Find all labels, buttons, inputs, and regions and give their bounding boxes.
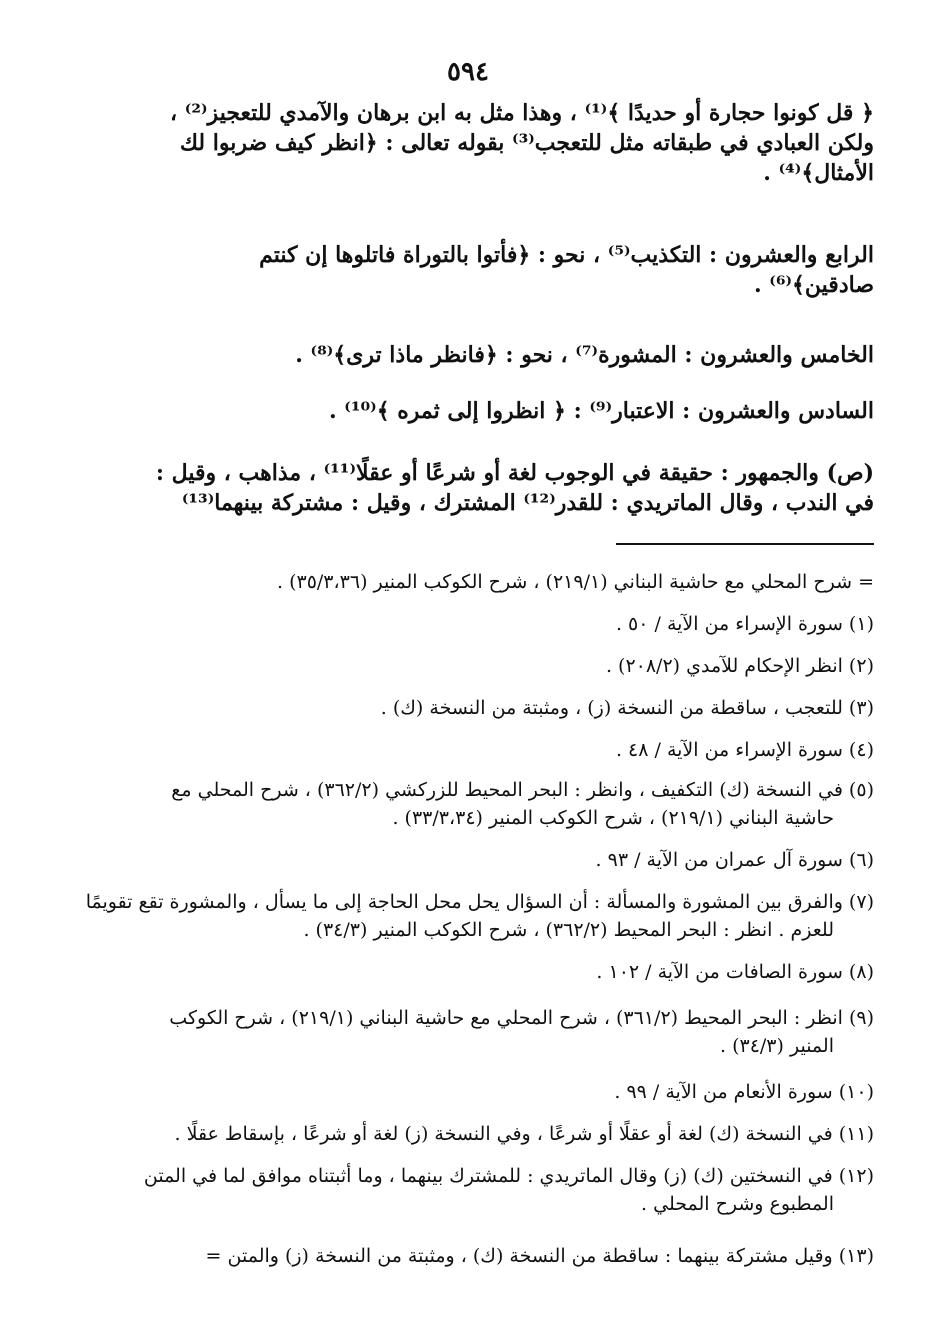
footnote bbox=[84, 568, 874, 596]
footnote-line: (٥) في النسخة (ك) التكفيف ، وانظر : البحر المحيط للزركشي (٣٦٢/٢) ، شرح المحلي مع bbox=[171, 779, 874, 801]
footnote-line: (١٣) وقيل مشتركة بينهما : ساقطة من النسخة (ك) ، ومثبتة من النسخة (ز) والمتن = bbox=[205, 1245, 874, 1267]
page-number: ٥٩٤ bbox=[447, 57, 489, 87]
footnote-line: (١٠) سورة الأنعام من الآية / ٩٩ . bbox=[614, 1081, 874, 1103]
footnote bbox=[84, 846, 874, 874]
main-line: ولكن العبادي في طبقاته مثل للتعجب⁽³⁾ بقوله تعالى : ﴿انظر كيف ضربوا لك bbox=[179, 130, 874, 156]
footnote-line: المنير (٣٤/٣) . bbox=[720, 1035, 834, 1057]
main-line: الرابع والعشرون : التكذيب⁽⁵⁾ ، نحو : ﴿فأتوا بالتوراة فاتلوها إن كنتم bbox=[259, 242, 874, 268]
footnote-line: (١) سورة الإسراء من الآية / ٥٠ . bbox=[615, 613, 874, 635]
footnote bbox=[84, 1162, 874, 1218]
footnote bbox=[84, 1078, 874, 1106]
main-paragraph bbox=[114, 240, 874, 300]
main-line: ﴿ قل كونوا حجارة أو حديدًا ﴾⁽¹⁾ ، وهذا مثل به ابن برهان والآمدي للتعجيز⁽²⁾ ، bbox=[170, 100, 874, 126]
footnote-line: (٨) سورة الصافات من الآية / ١٠٢ . bbox=[596, 961, 874, 983]
footnote-line: حاشية البناني (٢١٩/١) ، شرح الكوكب المنير (٣٣/٣،٣٤) . bbox=[392, 807, 834, 829]
footnote bbox=[84, 610, 874, 638]
main-paragraph bbox=[114, 396, 874, 426]
footnote bbox=[84, 694, 874, 722]
footnote-line: (١٢) في النسختين (ك) (ز) وقال الماتريدي : للمشترك بينهما ، وما أثبتناه موافق لما في المتن bbox=[143, 1165, 874, 1187]
footnote-line: (٢) انظر الإحكام للآمدي (٢٠٨/٢) . bbox=[605, 655, 874, 677]
footnote-line: للعزم . انظر : البحر المحيط (٣٦٢/٢) ، شرح الكوكب المنير (٣٤/٣) . bbox=[303, 919, 834, 941]
main-line: السادس والعشرون : الاعتبار⁽⁹⁾ : ﴿ انظروا إلى ثمره ﴾⁽¹⁰⁾ . bbox=[328, 398, 874, 424]
main-line: في الندب ، وقال الماتريدي : للقدر⁽¹²⁾ المشترك ، وقيل : مشتركة بينهما⁽¹³⁾ bbox=[181, 490, 874, 516]
footnote bbox=[84, 652, 874, 680]
footnote-separator bbox=[616, 543, 874, 545]
main-paragraph bbox=[114, 340, 874, 370]
footnote-line: (٩) انظر : البحر المحيط (٣٦١/٢) ، شرح المحلي مع حاشية البناني (٢١٩/١) ، شرح الكوكب bbox=[169, 1007, 874, 1029]
footnote-line: (٤) سورة الإسراء من الآية / ٤٨ . bbox=[615, 739, 874, 761]
footnote-line: (٧) والفرق بين المشورة والمسألة : أن السؤال يحل محل الحاجة إلى ما يسأل ، والمشورة تقع تقويمًا bbox=[85, 891, 874, 913]
main-line: الخامس والعشرون : المشورة⁽⁷⁾ ، نحو : ﴿فانظر ماذا ترى﴾⁽⁸⁾ . bbox=[295, 342, 874, 368]
footnote-line: (٣) للتعجب ، ساقطة من النسخة (ز) ، ومثبتة من النسخة (ك) . bbox=[380, 697, 874, 719]
main-paragraph bbox=[114, 458, 874, 518]
footnote-line: (١١) في النسخة (ك) لغة أو عقلًا أو شرعًا ، وفي النسخة (ز) لغة أو شرعًا ، بإسقاط عقلًا . bbox=[174, 1123, 874, 1145]
footnote bbox=[84, 888, 874, 944]
footnote-line: (٦) سورة آل عمران من الآية / ٩٣ . bbox=[595, 849, 874, 871]
main-line: صادقين﴾⁽⁶⁾ . bbox=[753, 272, 874, 298]
footnote bbox=[84, 736, 874, 764]
footnote bbox=[84, 1242, 874, 1270]
footnote-line: = شرح المحلي مع حاشية البناني (٢١٩/١) ، شرح الكوكب المنير (٣٥/٣،٣٦) . bbox=[277, 571, 874, 593]
main-paragraph bbox=[114, 98, 874, 188]
footnote bbox=[84, 1004, 874, 1060]
footnote bbox=[84, 958, 874, 986]
footnote-line: المطبوع وشرح المحلي . bbox=[641, 1193, 834, 1215]
main-line: (ص) والجمهور : حقيقة في الوجوب لغة أو شرعًا أو عقلًا⁽¹¹⁾ ، مذاهب ، وقيل : bbox=[155, 460, 874, 486]
footnote bbox=[84, 776, 874, 832]
footnote bbox=[84, 1120, 874, 1148]
main-line: الأمثال﴾⁽⁴⁾ . bbox=[763, 160, 874, 186]
